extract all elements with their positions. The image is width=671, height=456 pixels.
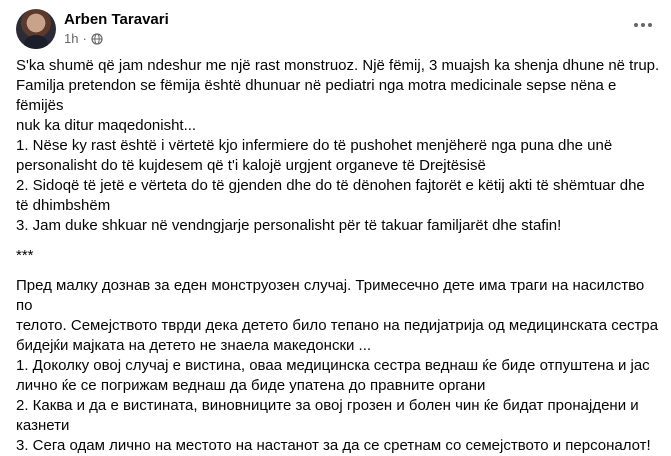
- post-line: 1. Доколку овој случај е вистина, оваа медицинска сестра веднаш ќе биде отпуштена и јас: [16, 357, 650, 374]
- post-meta: [64, 11, 169, 47]
- post-line: телото. Семејството тврди дека детето било тепано на педијатрија од медицинската сестра: [16, 317, 659, 334]
- post-line: Familja pretendon se fëmija është dhunuar në pediatri nga motra medicinale sepse nëna e fëmijës: [16, 77, 621, 114]
- post-line: 2. Каква и да е вистината, виновниците за овој грозен и болен чин ќе бидат пронајдени и: [16, 397, 639, 414]
- post-divider: ***: [16, 247, 34, 264]
- author-name[interactable]: Arben Taravari: [64, 11, 169, 28]
- author-avatar[interactable]: [16, 9, 56, 49]
- meta-separator: ·: [82, 31, 87, 46]
- post-header: [16, 9, 169, 49]
- post-line: nuk ka ditur maqedonisht...: [16, 117, 197, 134]
- post-line: бидејќи мајката на детето не знаела македонски ...: [16, 337, 372, 354]
- post-line: S'ka shumë që jam ndeshur me një rast monstruoz. Një fëmij, 3 muajsh ka shenja dhune në trup.: [16, 57, 660, 74]
- post-line: Пред малку дознав за еден монструозен случај. Тримесечно дете има траги на насилство по: [16, 277, 649, 314]
- post-line: лично ќе се погрижам веднаш да биде упатена до правните органи: [16, 377, 486, 394]
- post-line: të dhimbshëm: [16, 197, 111, 214]
- post-line: 3. Сега одам лично на местото на настанот за да се сретнам со семејството и персоналот!: [16, 437, 651, 454]
- more-options-icon[interactable]: [629, 14, 657, 36]
- post-line: 1. Nëse ky rast është i vërtetë kjo infermiere do të pushohet menjëherë nga puna dhe unë: [16, 137, 613, 154]
- post-body: [16, 56, 661, 456]
- post-line: 3. Jam duke shkuar në vendngjarje personalisht për të takuar familjarët dhe stafin!: [16, 217, 562, 234]
- post-line: 2. Sidoqë të jetë e vërteta do të gjenden dhe do të dënohen fajtorët e këtij akti të shëmtuar dhe: [16, 177, 645, 194]
- post-line: казнети: [16, 417, 70, 434]
- globe-icon[interactable]: [91, 33, 103, 45]
- post-timestamp[interactable]: 1h: [64, 31, 79, 46]
- post-line: personalisht do të kujdesem që t'i kalojë urgjent organeve të Drejtësisë: [16, 157, 486, 174]
- post-subline: [64, 31, 169, 47]
